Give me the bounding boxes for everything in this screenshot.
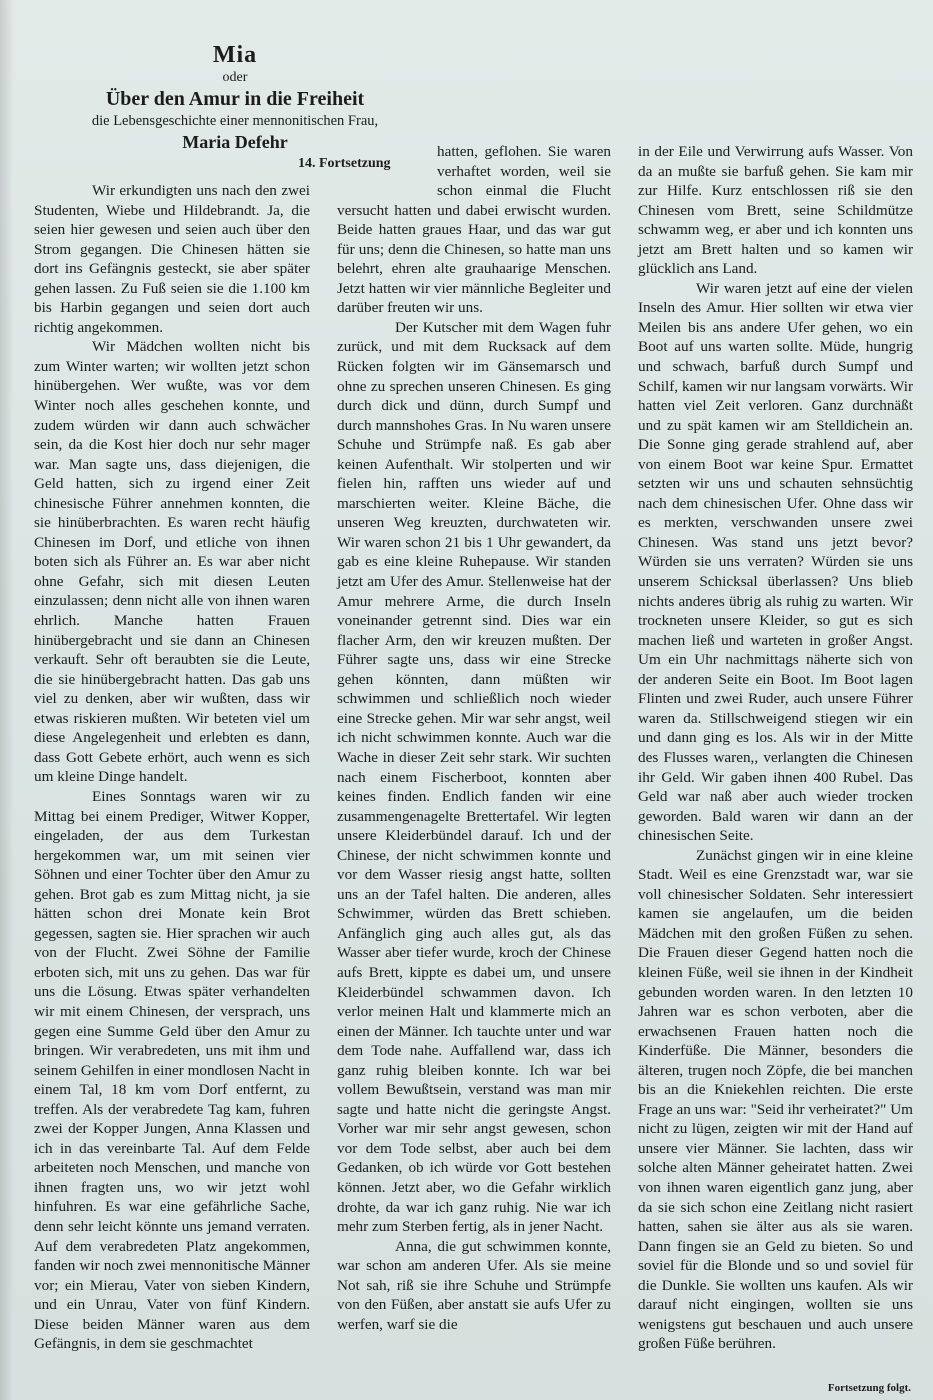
paragraph: Wir Mädchen wollten nicht bis zum Winter warten; wir wollten jetzt schon hinübergehen. Wer wußte, was vor dem Winter noch alles geschehen konnte, und zudem würden wir dann auch schwächer sein, da die Kost hier doch nur sehr mager war. Man sagte uns, dass diejenigen, die Geld hatten, sich zu irgend einer Zeit chinesische Führer annehmen konnten, die sie hinüberbrachten. Es waren recht häufig Chinesen im Dorf, und etliche von ihnen boten sich als Führer an. Es war aber nicht ohne Gefahr, sich mit diesen Leuten einzulassen; denn nicht alle von ihnen waren ehrlich. Manche hatten Frauen hinübergebracht und sie dann an Chinesen verkauft. Sehr oft beraubten sie die Leute, die sie hinübergebracht hatten. Das gab uns viel zu denken, aber wir wußten, dass wir etwas riskieren mußten. Wir beteten viel um diese Angelegenheit und erlebten es dann, dass Gott Gebete erhört, auch wenn es sich um kleine Dinge handelt. xyxy=(34,338,310,786)
article-author: Maria Defehr xyxy=(182,132,288,152)
installment-wrap-space xyxy=(337,142,437,182)
installment-label: 14. Fortsetzung xyxy=(298,156,391,171)
article-main-title: Über den Amur in die Freiheit xyxy=(105,88,365,110)
paragraph: Wir waren jetzt auf eine der vielen Inseln des Amur. Hier sollten wir etwa vier Meilen bis ans andere Ufer gehen, wo ein Boot auf uns warten sollte. Müde, hungrig und schwach, barfuß durch Sumpf und Schilf, kamen wir nur langsam vorwärts. Wir hatten viel Zeit verloren. Ganz durchnäßt und zu spät kamen wir am Stelldichein an. Die Sonne ging gerade strahlend auf, aber von einem Boot war keine Spur. Ermattet setzten wir uns und schauten sehnsüchtig nach dem chinesischen Ufer. Ohne dass wir es merkten, verschwanden unsere zwei Chinesen. Was stand uns jetzt bevor? Würden sie uns verraten? Würden sie uns unserem Schicksal überlassen? Uns blieb nichts anderes übrig als ruhig zu warten. Wir trockneten unsere Kleider, so gut es sich machen ließ und warteten in großer Angst. Um ein Uhr nachmittags näherte sich von der anderen Seite ein Boot. Im Boot lagen Flinten und zwei Ruder, auch unsere Führer waren da. Stillschweigend stiegen wir ein und dann ging es los. Als wir in der Mitte des Flusses waren,, verlangten die Chinesen ihr Geld. Wir gaben ihnen 400 Rubel. Das Geld war naß aber auch wieder trocken geworden. Bald waren wir dann an der chinesischen Seite. xyxy=(638,279,913,845)
article-subtitle: die Lebensgeschichte einer mennonitischen Frau, xyxy=(91,113,379,129)
paragraph: in der Eile und Verwirrung aufs Wasser. Von da an mußte sie barfuß gehen. Sie kam mir zur Hilfe. Kurz entschlossen riß sie den Chinesen vom Brett, seine Schildmütze schwamm weg, er aber und ich konnten uns jetzt am Brett halten und so kamen wir glücklich ans Land. xyxy=(638,143,913,278)
paragraph: Zunächst gingen wir in eine kleine Stadt. Weil es eine Grenzstadt war, war sie voll chinesischer Soldaten. Sehr interessiert kamen sie angelaufen, um die beiden Mädchen mit den großen Füßen zu sehen. Die Frauen dieser Gegend hatten noch die kleinen Füße, weil sie ihnen in der Kindheit gebunden worden waren. In den letzten 10 Jahren war es schon verboten, aber die erwachsenen Frauen hatten noch die Kinderfüße. Die Männer, besonders die älteren, trugen noch Zöpfe, die bei manchen bis an die Kniekehlen reichten. Die erste Frage an uns war: "Seid ihr verheiratet?" Um nicht zu lügen, zeigten wir mit der Hand auf unsere vier Männer. Sie lachten, dass wir solche alten Männer geheiratet hatten. Zwei von ihnen waren eigentlich ganz jung, aber da sie sich schon eine Zeitlang nicht rasiert hatten, sahen sie älter aus als sie waren. Dann fingen sie an Geld zu bieten. So und soviel für die Blonde und so und soviel für die Dunkle. Sie wollten uns kaufen. Als wir darauf nicht eingingen, wollten sie uns wenigstens gut beschauen und auch unsere großen Füße berühren. xyxy=(638,846,913,1353)
text-column-3 xyxy=(638,142,913,1354)
paragraph: Wir erkundigten uns nach den zwei Studenten, Wiebe und Hildebrandt. Ja, die seien hier gewesen und seien auch über den Strom gegangen. Die Chinesen hätten sie dort ins Gefängnis gesteckt, sie aber später gehen lassen. Zu Fuß seien sie die 1.100 km bis Harbin gegangen und seien dort auch richtig angekommen. xyxy=(34,182,310,336)
paragraph: Eines Sonntags waren wir zu Mittag bei einem Prediger, Witwer Kopper, eingeladen, der aus dem Turkestan hergekommen war, um mit seinen vier Söhnen und einer Tochter über den Amur zu gehen. Brot gab es zum Mittag nicht, ja sie hätten schon drei Monate kein Brot gegessen, sagten sie. Hier sprachen wir auch von der Flucht. Zwei Söhne der Familie erboten sich, mit uns zu gehen. Das war für uns die Lösung. Etwas später verhandelten wir mit einem Chinesen, der versprach, uns gegen eine Summe Geld über den Amur zu bringen. Wir verabredeten, uns mit ihm und seinem Gehilfen in einer mondlosen Nacht in einem Tal, 18 km vom Dorf entfernt, zu treffen. Als der verabredete Tag kam, fuhren zwei der Kopper Jungen, Anna Klassen und ich in das vereinbarte Tal. Auf dem Felde arbeiteten noch Menschen, und manche von ihnen fragten uns, wo wir jetzt wohl hinfuhren. Es war eine gefährliche Sache, denn sehr leicht könnte uns jemand verraten. Auf dem verabredeten Platz angekommen, fanden wir noch zwei mennonitische Männer vor; ein Mierau, Vater von sieben Kindern, und ein Unrau, Vater von fünf Kindern. Diese beiden Männer waren aus dem Gefängnis, in dem sie geschmachtet xyxy=(34,787,310,1353)
paragraph: Anna, die gut schwimmen konnte, war schon am anderen Ufer. Als sie meine Not sah, riß sie ihre Schuhe und Strümpfe von den Füßen, aber anstatt sie aufs Ufer zu werfen, warf sie die xyxy=(337,1237,611,1333)
article-title: Mia xyxy=(212,42,258,68)
text-column-1 xyxy=(34,181,310,1354)
to-be-continued-label: Fortsetzung folgt. xyxy=(827,1382,911,1394)
article-header xyxy=(60,40,410,154)
paragraph: hatten, geflohen. Sie waren verhaftet worden, weil sie schon einmal die Flucht versucht hatten und dabei erwischt wurden. Beide hatten graues Haar, und das war gut für uns; denn die Chinesen, so hatte man uns belehrt, ehren alte grauhaarige Menschen. Jetzt hatten wir vier männliche Begleiter und darüber freuten wir uns. xyxy=(337,143,611,317)
text-column-2 xyxy=(337,142,611,1334)
paragraph: Der Kutscher mit dem Wagen fuhr zurück, und mit dem Rucksack auf dem Rücken folgten wir im Gänsemarsch und ohne zu sprechen unseren Chinesen. Es ging durch dick und dünn, durch Sumpf und durch mannshohes Gras. In Nu waren unsere Schuhe und Strümpfe naß. Es gab aber keinen Aufenthalt. Wir stolperten und wir fielen hin, rafften uns wieder auf und marschierten weiter. Kleine Bäche, die unseren Weg kreuzten, durchwateten wir. Wir waren schon 21 bis 1 Uhr gewandert, da gab es eine kleine Ruhepause. Wir standen jetzt am Ufer des Amur. Stellenweise hat der Amur mehrere Arme, die durch Inseln voneinander getrennt sind. Dies war ein flacher Arm, den wir kreuzen mußten. Der Führer sagte uns, dass wir eine Strecke gehen könnten, dann müßten wir schwimmen und schließlich noch wieder eine Strecke gehen. Mir war sehr angst, weil ich nicht schwimmen konnte. Auch war die Wache in dieser Zeit sehr stark. Wir suchten nach einem Fischerboot, konnten aber keines finden. Endlich fanden wir eine zusammengenagelte Brettertafel. Wir legten unsere Kleiderbündel darauf. Ich und der Chinese, der nicht schwimmen konnte und vor dem Wasser riesig angst hatte, sollten uns an der Tafel halten. Die anderen, alles Schwimmer, würden das Brett schieben. Anfänglich ging auch alles gut, als das Wasser aber tiefer wurde, kroch der Chinese aufs Brett, kippte es dabei um, und unsere Kleiderbündel schwammen davon. Ich verlor meinen Halt und klammerte mich an einen der Männer. Ich tauchte unter und war dem Tode nahe. Auffallend war, dass ich ganz ruhig bleiben konnte. Ich war bei vollem Bewußtsein, verstand was man mir sagte und hatte nicht die geringste Angst. Vorher war mir sehr angst gewesen, schon vor dem Tode selbst, aber auch bei dem Gedanken, ob ich würde vor Gott bestehen können. Jetzt aber, wo die Gefahr wirklich drohte, da war ich ganz ruhig. Nie war ich mehr zum Sterben fertig, als in jener Nacht. xyxy=(337,318,611,1236)
title-conjunction: oder xyxy=(222,70,248,85)
page-edge-shadow xyxy=(0,0,14,1400)
